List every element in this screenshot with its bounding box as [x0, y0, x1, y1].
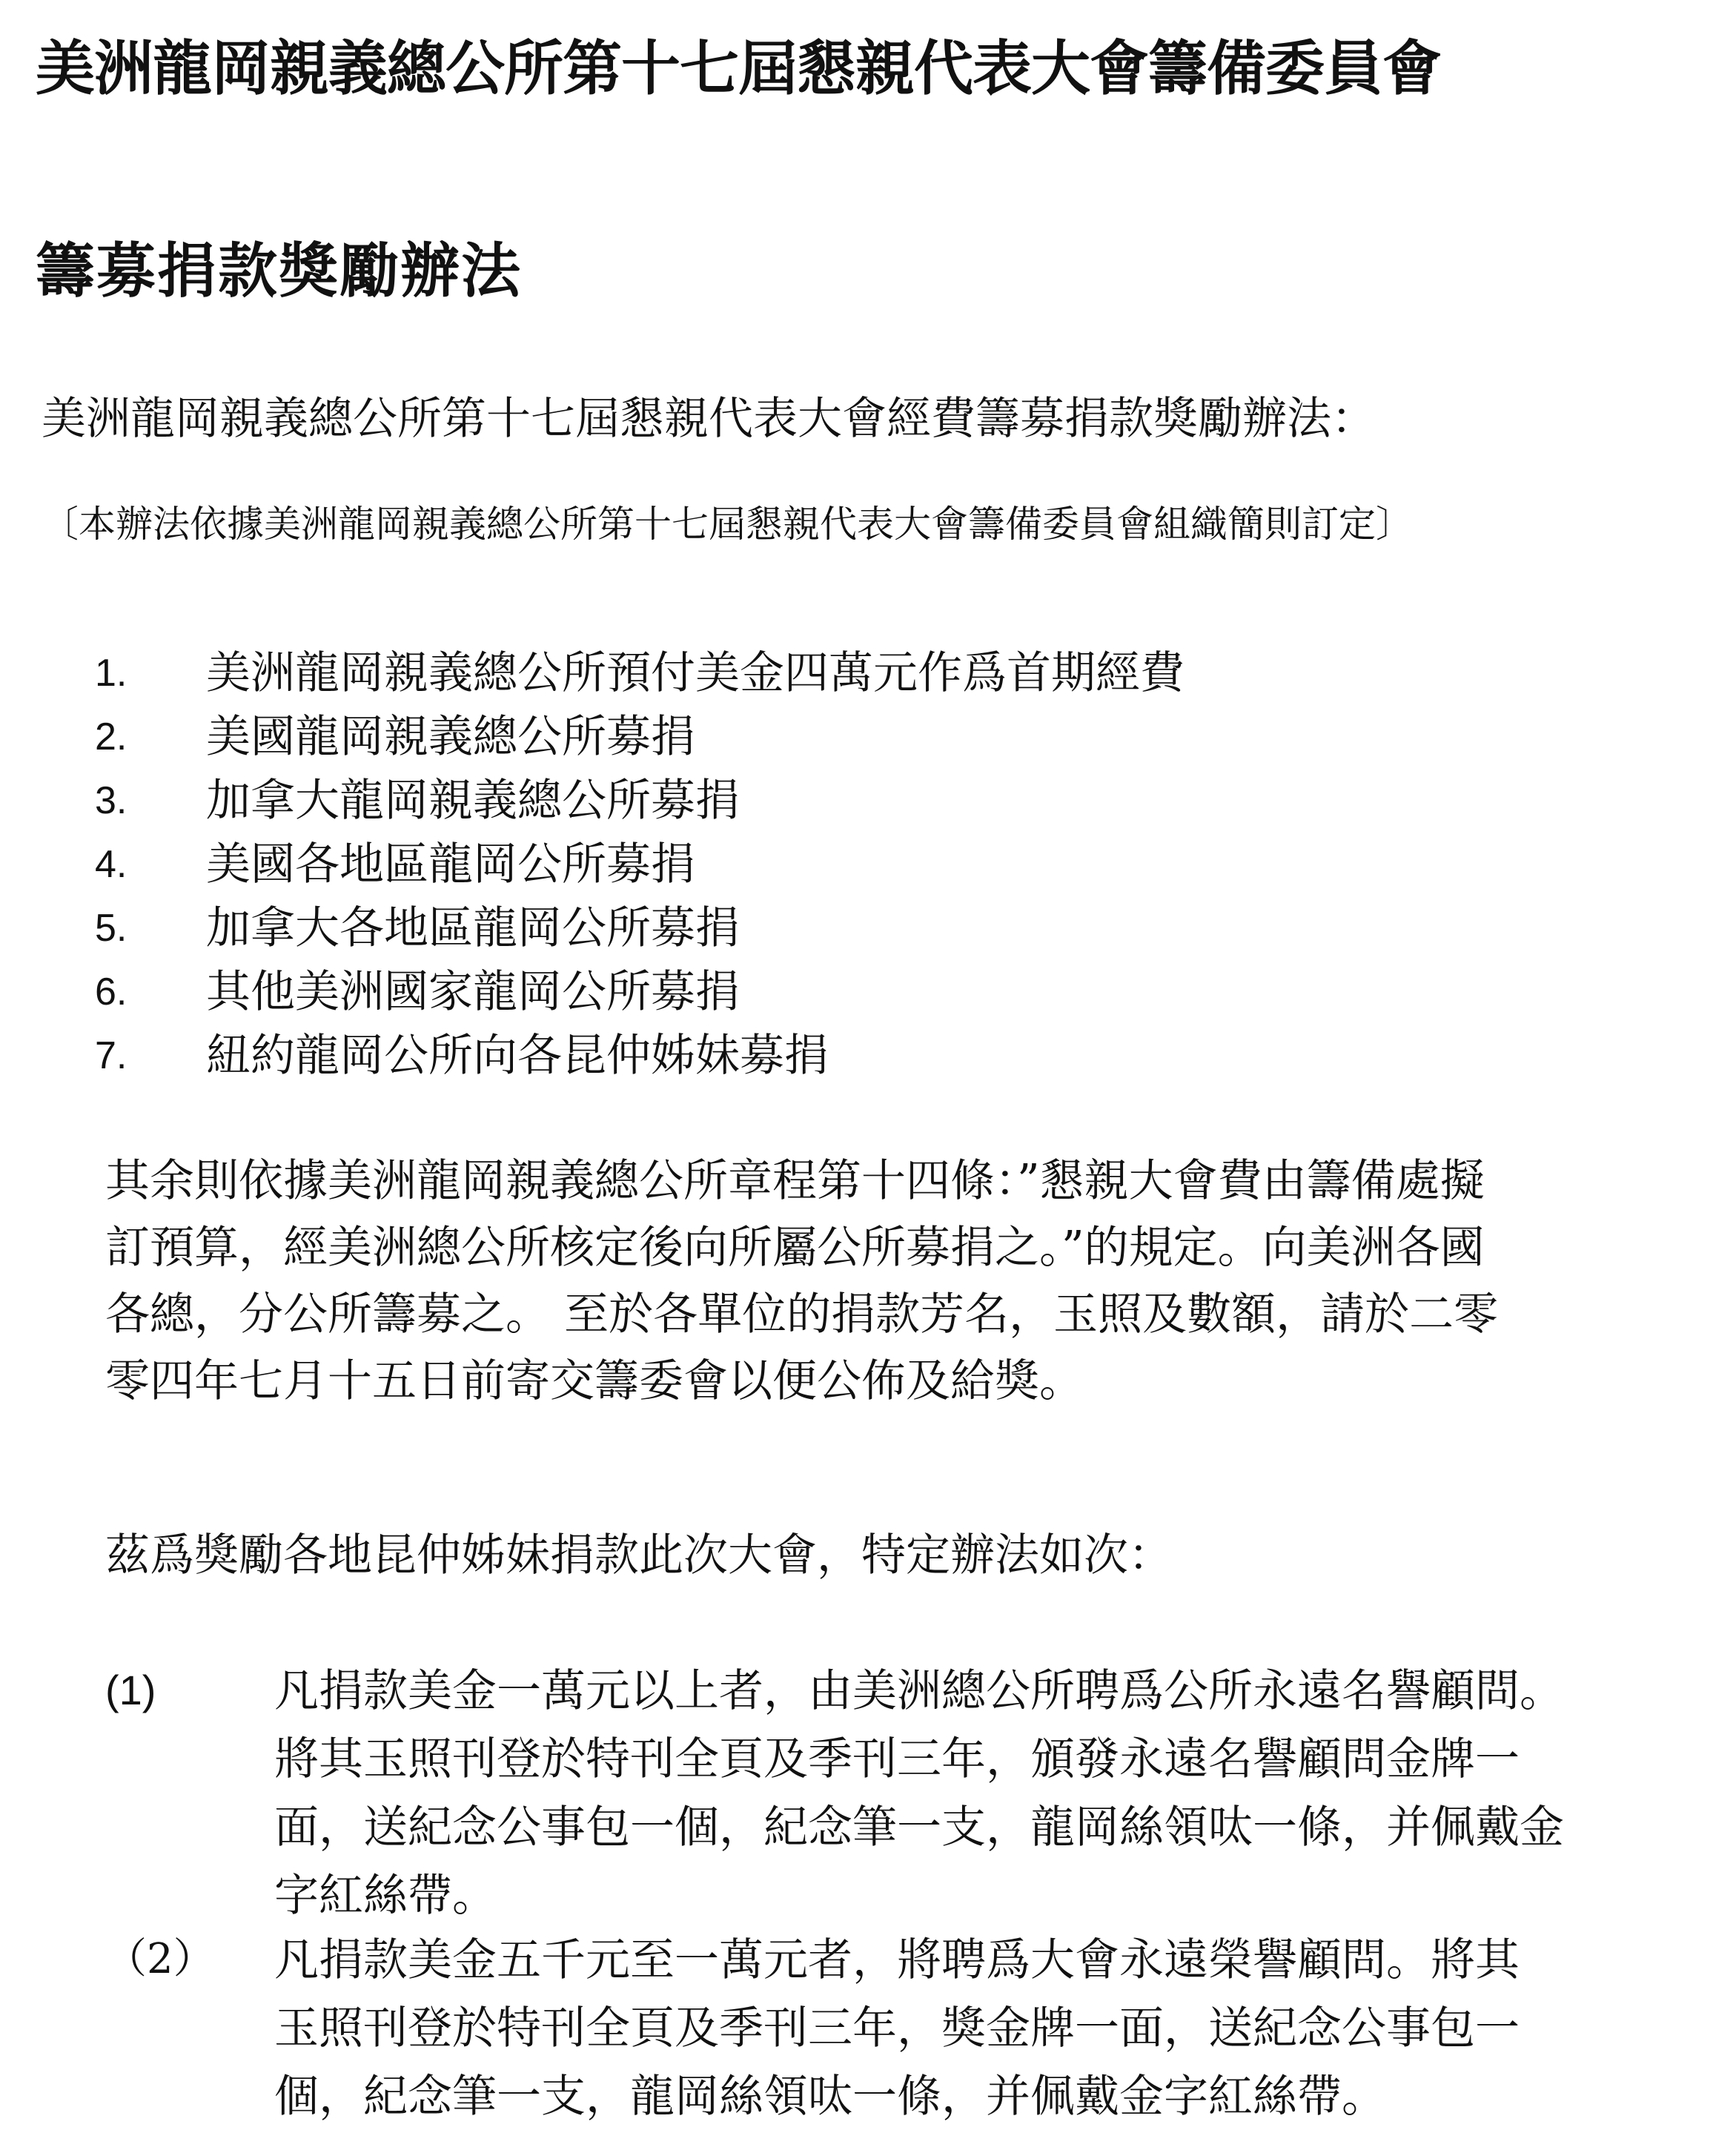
- list-item-number: 3.: [95, 779, 127, 822]
- document-title: 美洲龍岡親義總公所第十七屆懇親代表大會籌備委員會: [36, 33, 1441, 103]
- reward-tier-label: （2）: [105, 1935, 215, 1983]
- reward-tier-body: [274, 1657, 1690, 1930]
- paragraph-line: 訂預算，經美洲總公所核定後向所屬公所募捐之。”的規定。向美洲各國: [105, 1222, 1485, 1274]
- list-item-number: 1.: [95, 652, 127, 695]
- paragraph-line: 各總，分公所籌募之。 至於各單位的捐款芳名，玉照及數額，請於二零: [105, 1289, 1499, 1340]
- list-item-number: 5.: [95, 907, 127, 950]
- incentive-intro: 茲爲獎勵各地昆仲姊妹捐款此次大會，特定辦法如次：: [105, 1529, 1173, 1581]
- reward-tier-line: 玉照刊登於特刊全頁及季刊三年，獎金牌一面，送紀念公事包一: [274, 2002, 1520, 2054]
- list-item-number: 7.: [95, 1034, 127, 1077]
- section-heading: 籌募捐款獎勵辦法: [36, 236, 522, 305]
- remaining-funds-paragraph: [105, 1148, 1684, 1415]
- reward-tier-line: 個，紀念筆一支，龍岡絲領呔一條，并佩戴金字紅絲帶。: [274, 2071, 1386, 2123]
- list-item-text: 紐約龍岡公所向各昆仲姊妹募捐: [206, 1030, 829, 1082]
- reward-tier-line: 凡捐款美金五千元至一萬元者，將聘爲大會永遠榮譽顧問。將其: [274, 1934, 1520, 1986]
- paragraph-line: 零四年七月十五日前寄交籌委會以便公佈及給獎。: [105, 1355, 1084, 1407]
- reward-tier-line: 將其玉照刊登於特刊全頁及季刊三年，頒發永遠名譽顧問金牌一: [274, 1733, 1520, 1785]
- list-item-text: 加拿大龍岡親義總公所募捐: [206, 775, 740, 827]
- list-item-text: 美國龍岡親義總公所募捐: [206, 711, 695, 763]
- list-item-number: 2.: [95, 715, 127, 758]
- reward-tier-label: (1): [105, 1667, 156, 1713]
- list-item-text: 加拿大各地區龍岡公所募捐: [206, 902, 740, 954]
- list-item-number: 4.: [95, 843, 127, 886]
- intro-line: 美洲龍岡親義總公所第十七屆懇親代表大會經費籌募捐款獎勵辦法：: [42, 393, 1376, 445]
- list-item-text: 美洲龍岡親義總公所預付美金四萬元作爲首期經費: [206, 647, 1185, 699]
- list-item-text: 美國各地區龍岡公所募捐: [206, 839, 695, 890]
- basis-note: 〔本辦法依據美洲龍岡親義總公所第十七屆懇親代表大會籌備委員會組織簡則訂定〕: [42, 503, 1413, 546]
- reward-tier-body: [274, 1926, 1690, 2131]
- list-item-text: 其他美洲國家龍岡公所募捐: [206, 966, 740, 1018]
- reward-tier-line: 凡捐款美金一萬元以上者，由美洲總公所聘爲公所永遠名譽顧問。: [274, 1665, 1564, 1717]
- list-item-number: 6.: [95, 970, 127, 1013]
- reward-tier-line: 字紅絲帶。: [274, 1870, 497, 1922]
- reward-tier-line: 面，送紀念公事包一個，紀念筆一支，龍岡絲領呔一條，并佩戴金: [274, 1802, 1564, 1853]
- paragraph-line: 其余則依據美洲龍岡親義總公所章程第十四條：”懇親大會費由籌備處擬: [105, 1155, 1485, 1207]
